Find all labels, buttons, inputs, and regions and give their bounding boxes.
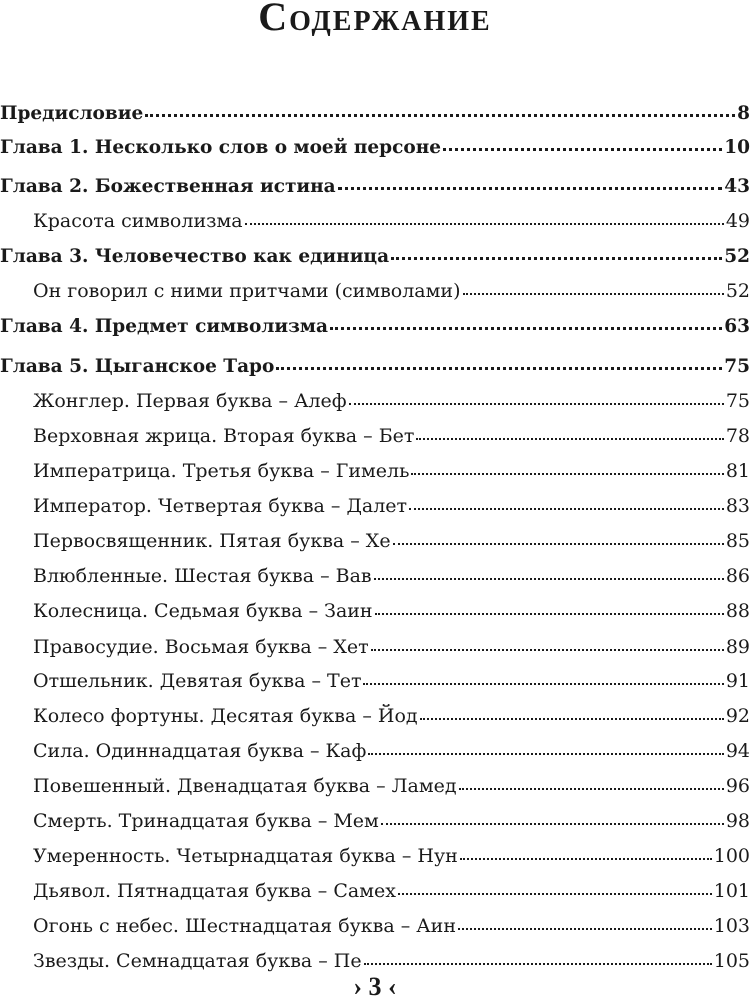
toc-entry-title: Звезды. Семнадцатая буква – Пе (33, 950, 362, 972)
toc-section-entry (0, 586, 750, 622)
dot-leader (463, 293, 724, 295)
toc-entry-title: Колесо фортуны. Десятая буква – Йод (33, 705, 418, 727)
toc-entry-page: 103 (713, 915, 750, 937)
toc-entry-title: Первосвященник. Пятая буква – Хе (33, 530, 391, 552)
dot-leader (375, 613, 724, 615)
dot-leader (245, 223, 724, 225)
dot-leader (381, 823, 724, 825)
toc-entry-page: 83 (725, 495, 750, 517)
dot-leader (338, 187, 723, 190)
dot-leader (458, 928, 712, 930)
toc-entry-title: Жонглер. Первая буква – Алеф (33, 390, 347, 412)
dot-leader (443, 148, 722, 151)
toc-chapter-entry (0, 122, 750, 158)
toc-entry-title: Умеренность. Четырнадцатая буква – Нун (33, 845, 458, 867)
toc-section-entry (0, 376, 750, 412)
dot-leader (368, 753, 723, 755)
dot-leader (364, 963, 712, 965)
toc-entry-title: Верховная жрица. Вторая буква – Бет (33, 425, 415, 447)
toc-entry-title: Дьявол. Пятнадцатая буква – Самех (33, 880, 396, 902)
toc-chapter-entry (0, 341, 750, 377)
toc-section-entry (0, 266, 750, 302)
toc-entry-title: Глава 3. Человечество как единица (0, 246, 390, 267)
toc-entry-page: 85 (725, 530, 750, 552)
toc-entry-title: Огонь с небес. Шестнадцатая буква – Аин (33, 915, 457, 937)
toc-entry-title: Сила. Одиннадцатая буква – Каф (33, 740, 367, 762)
dot-leader (459, 788, 724, 790)
toc-section-entry (0, 866, 750, 902)
toc-entry-page: 94 (725, 740, 750, 762)
toc-chapter-entry (0, 301, 750, 337)
toc-section-entry (0, 481, 750, 517)
toc-entry-page: 100 (713, 845, 750, 867)
toc-entry-title: Колесница. Седьмая буква – Заин (33, 600, 373, 622)
toc-section-entry (0, 726, 750, 762)
dot-leader (349, 403, 724, 405)
toc-entry-page: 52 (725, 280, 750, 302)
dot-leader (416, 438, 723, 440)
toc-entry-page: 75 (725, 390, 750, 412)
toc-entry-title: Смерть. Тринадцатая буква – Мем (33, 810, 379, 832)
dot-leader (391, 257, 722, 260)
toc-section-entry (0, 761, 750, 797)
toc-entry-title: Красота символизма (33, 210, 243, 232)
dot-leader (420, 718, 724, 720)
dot-leader (411, 473, 723, 475)
toc-section-entry (0, 622, 750, 658)
toc-entry-page: 88 (725, 600, 750, 622)
toc-chapter-entry (0, 161, 750, 197)
toc-entry-page: 86 (725, 565, 750, 587)
toc-section-entry (0, 516, 750, 552)
toc-entry-title: Правосудие. Восьмая буква – Хет (33, 636, 369, 658)
dot-leader (393, 543, 724, 545)
toc-entry-page: 49 (725, 210, 750, 232)
toc-entry-title: Отшельник. Девятая буква – Тет (33, 670, 362, 692)
toc-entry-title: Предисловие (0, 103, 144, 124)
dot-leader (409, 508, 724, 510)
toc-section-entry (0, 551, 750, 587)
toc-entry-page: 8 (737, 103, 750, 124)
toc-section-entry (0, 446, 750, 482)
dot-leader (398, 893, 712, 895)
toc-entry-page: 101 (713, 880, 750, 902)
dot-leader (330, 327, 722, 330)
toc-chapter-entry (0, 88, 750, 124)
dot-leader (371, 649, 724, 651)
toc-entry-page: 63 (724, 316, 750, 337)
toc-entry-page: 81 (725, 460, 750, 482)
toc-entry-page: 78 (725, 425, 750, 447)
toc-entry-title: Он говорил с ними притчами (символами) (33, 280, 461, 302)
toc-entry-title: Повешенный. Двенадцатая буква – Ламед (33, 775, 457, 797)
toc-section-entry (0, 796, 750, 832)
toc-entry-page: 75 (724, 356, 750, 377)
page-number: › 3 ‹ (353, 972, 397, 1001)
toc-entry-page: 52 (724, 246, 750, 267)
toc-entry-page: 91 (725, 670, 750, 692)
toc-entry-page: 89 (725, 636, 750, 658)
toc-entry-title: Глава 2. Божественная истина (0, 176, 336, 197)
toc-section-entry (0, 411, 750, 447)
toc-entry-page: 43 (724, 176, 750, 197)
toc-entry-page: 92 (725, 705, 750, 727)
toc-entry-page: 10 (724, 137, 750, 158)
dot-leader (363, 683, 723, 685)
toc-entry-title: Император. Четвертая буква – Далет (33, 495, 408, 517)
toc-section-entry (0, 656, 750, 692)
toc-entry-title: Влюбленные. Шестая буква – Вав (33, 565, 372, 587)
dot-leader (460, 858, 712, 860)
toc-section-entry (0, 901, 750, 937)
toc-section-entry (0, 936, 750, 972)
toc-section-entry (0, 831, 750, 867)
dot-leader (276, 367, 722, 370)
dot-leader (374, 578, 724, 580)
toc-entry-page: 105 (713, 950, 750, 972)
toc-entry-title: Глава 1. Несколько слов о моей персоне (0, 137, 442, 158)
toc-section-entry (0, 196, 750, 232)
toc-section-entry (0, 691, 750, 727)
toc-entry-page: 98 (725, 810, 750, 832)
dot-leader (145, 114, 735, 117)
page-title: Содержание (258, 0, 492, 39)
toc-entry-page: 96 (725, 775, 750, 797)
toc-entry-title: Императрица. Третья буква – Гимель (33, 460, 410, 482)
toc-entry-title: Глава 5. Цыганское Таро (0, 356, 275, 377)
toc-entry-title: Глава 4. Предмет символизма (0, 316, 328, 337)
toc-chapter-entry (0, 231, 750, 267)
